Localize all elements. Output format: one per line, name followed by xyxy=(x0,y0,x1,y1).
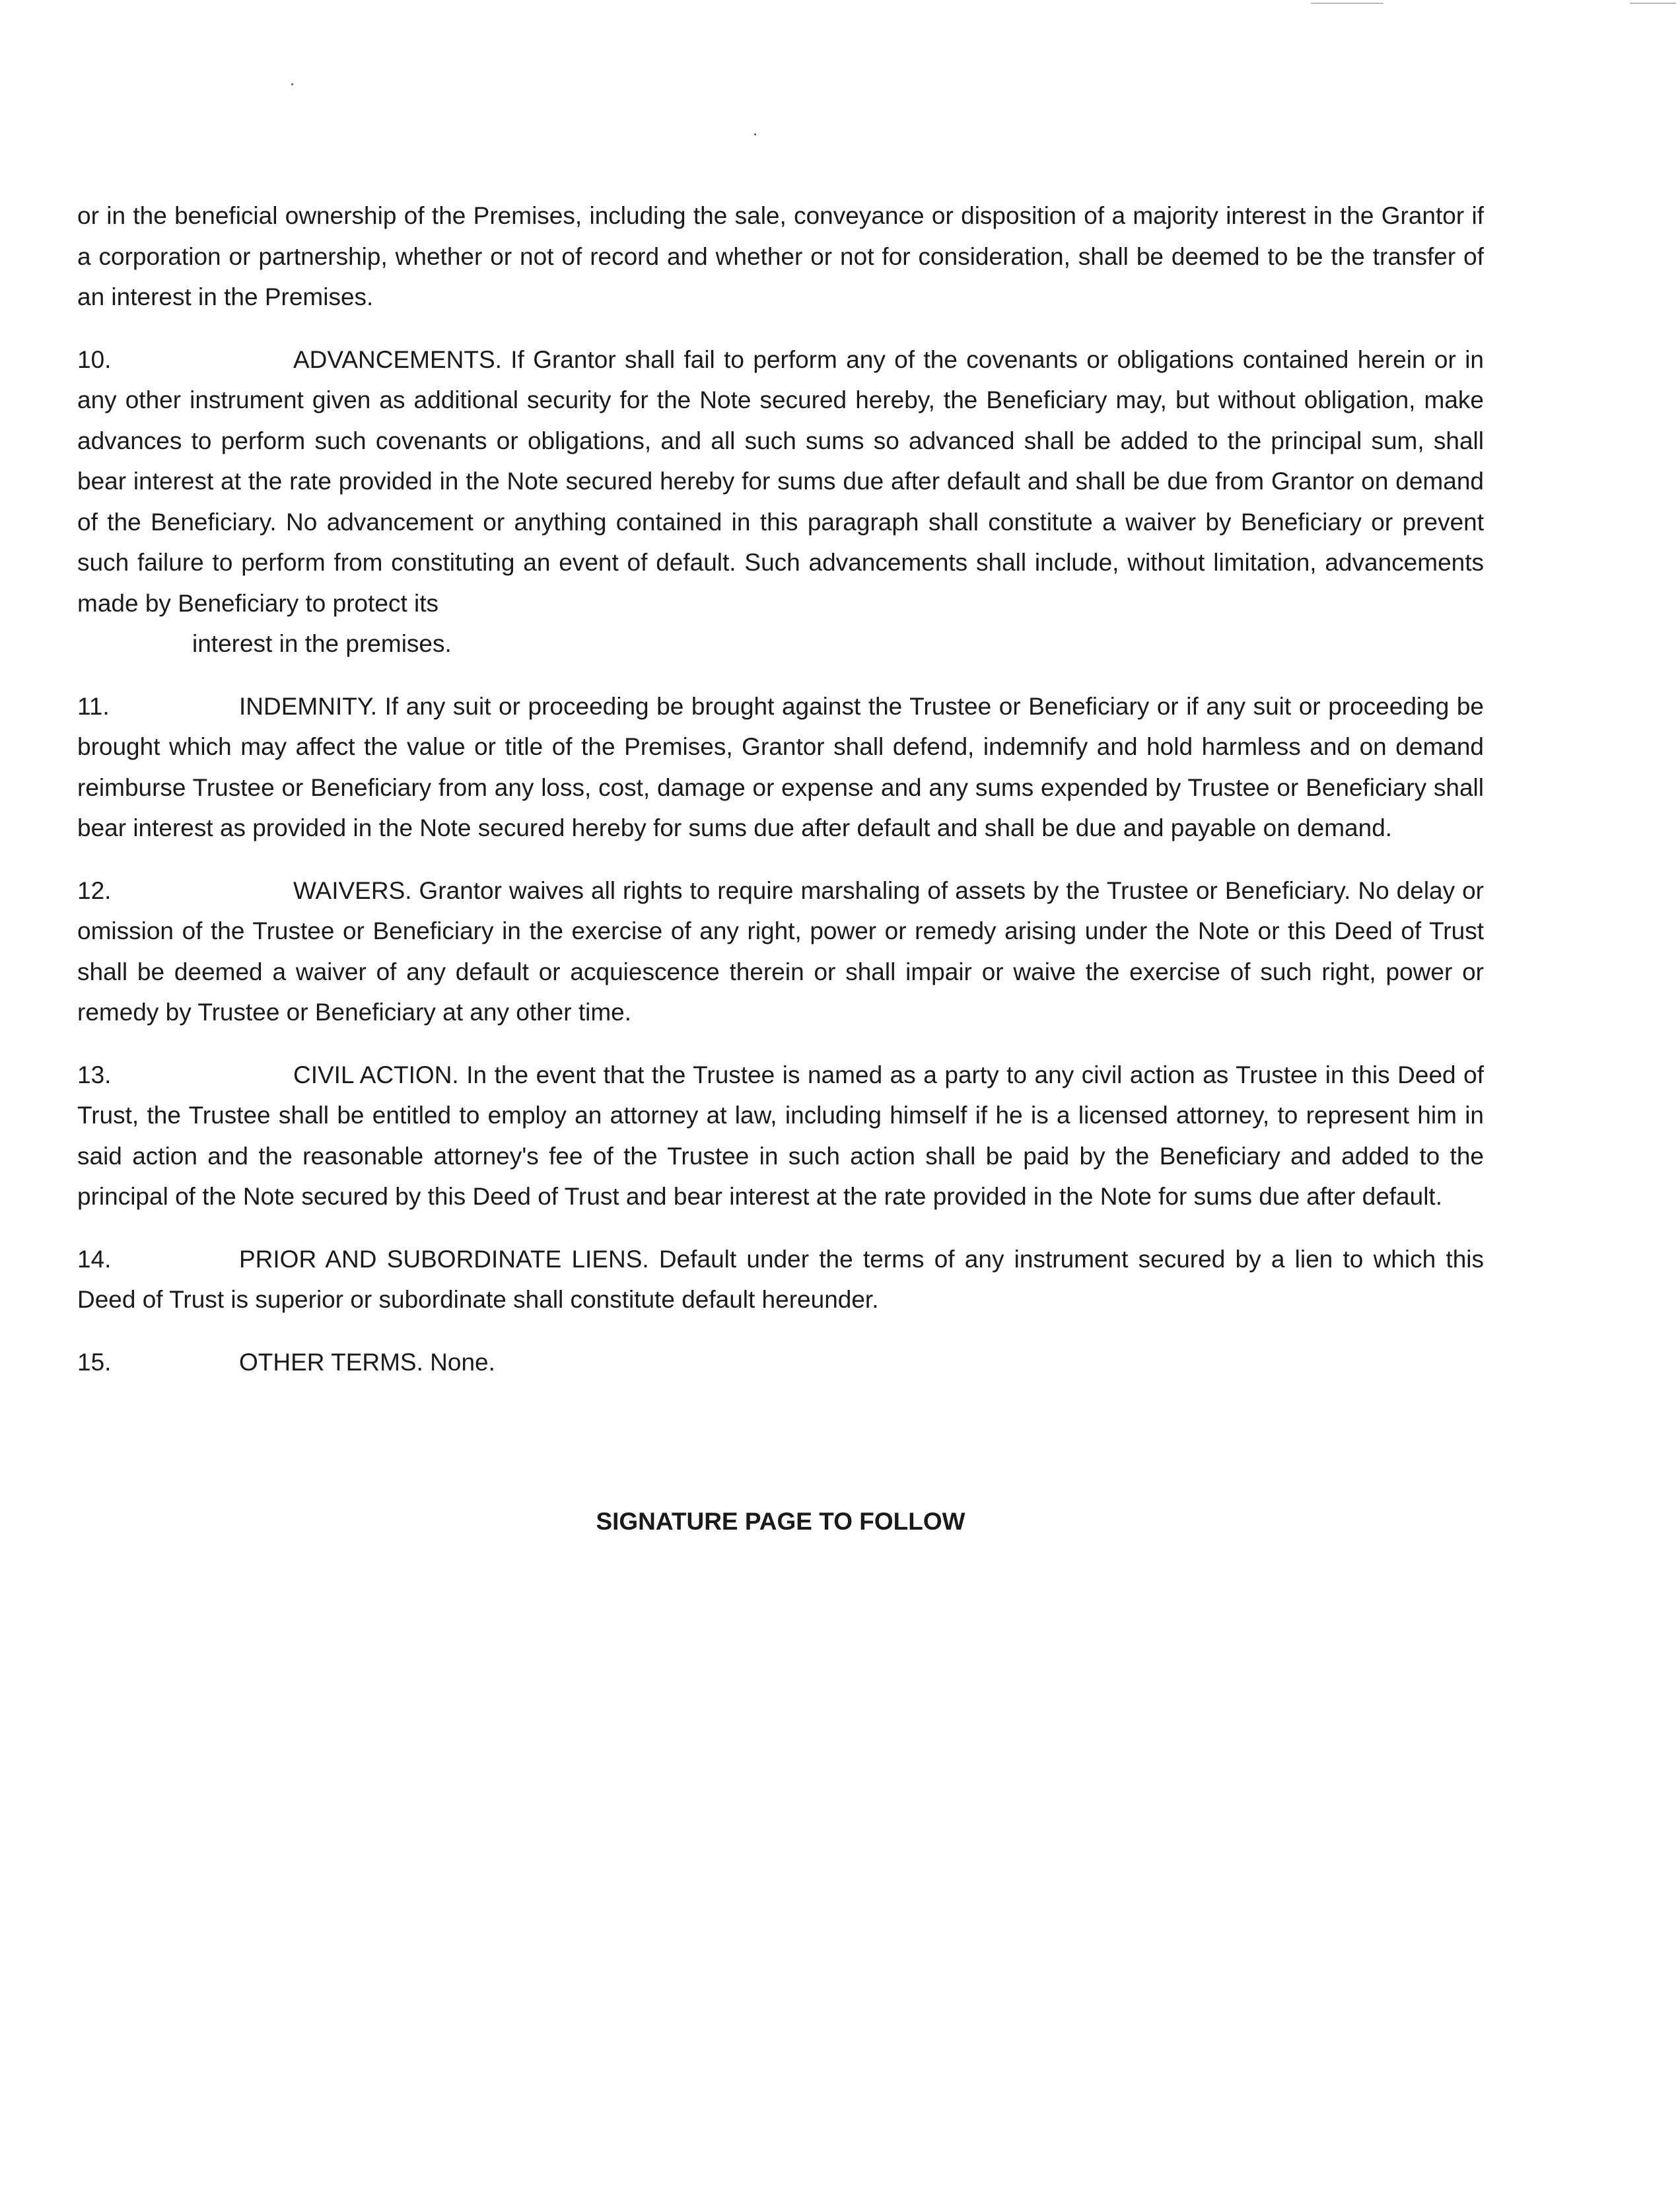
section-12-waivers xyxy=(77,870,1484,1033)
scan-speck xyxy=(754,133,756,135)
section-number: 15. xyxy=(77,1348,112,1376)
scan-edge-mark xyxy=(1311,3,1383,4)
section-15-other-terms xyxy=(77,1342,1484,1383)
section-text: ADVANCEMENTS. If Grantor shall fail to perform any of the covenants or obligations contained herein or in any other instrument given as additional security for the Note secured hereby, the Beneficiary may, but without obligation, make advances to perform such covenants or obligations, and all such sums so advanced shall be added to the principal sum, shall bear interest at the rate provided in the Note secured hereby for sums due after default and shall be due from Grantor on demand of the Beneficiary. No advancement or anything contained in this paragraph shall constitute a waiver by Beneficiary or prevent such failure to perform from constituting an event of default. Such advancements shall include, without limitation, advancements made by Beneficiary to protect its xyxy=(77,345,1484,617)
section-10-advancements xyxy=(77,339,1484,664)
section-number: 12. xyxy=(77,876,112,904)
section-text: WAIVERS. Grantor waives all rights to require marshaling of assets by the Trustee or Beneficiary. No delay or omission of the Trustee or Beneficiary in the exercise of any right, power or remedy arising under the Note or this Deed of Trust shall be deemed a waiver of any default or acquiescence therein or shall impair or waive the exercise of such right, power or remedy by Trustee or Beneficiary at any other time. xyxy=(77,876,1484,1026)
scan-speck xyxy=(291,83,293,85)
section-11-indemnity xyxy=(77,686,1484,849)
section-text: OTHER TERMS. None. xyxy=(239,1348,495,1376)
section-number: 10. xyxy=(77,345,112,373)
section-number: 14. xyxy=(77,1245,112,1273)
scan-edge-mark xyxy=(1630,3,1676,4)
section-number: 13. xyxy=(77,1061,112,1088)
document-page xyxy=(77,195,1484,1542)
signature-page-notice: SIGNATURE PAGE TO FOLLOW xyxy=(596,1508,965,1535)
section-continuation: interest in the premises. xyxy=(192,630,452,657)
section-text: PRIOR AND SUBORDINATE LIENS. Default under the terms of any instrument secured by a lien to which this Deed of Trust is superior or subordinate shall constitute default hereunder. xyxy=(77,1245,1484,1313)
section-text: INDEMNITY. If any suit or proceeding be brought against the Trustee or Beneficiary or if any suit or proceeding be brought which may affect the value or title of the Premises, Grantor shall defend, indemnify and hold harmless and on demand reimburse Trustee or Beneficiary from any loss, cost, damage or expense and any sums expended by Trustee or Beneficiary shall bear interest as provided in the Note secured hereby for sums due after default and shall be due and payable on demand. xyxy=(77,692,1484,841)
section-13-civil-action xyxy=(77,1055,1484,1217)
intro-text: or in the beneficial ownership of the Premises, including the sale, conveyance or disposition of a majority interest in the Grantor if a corporation or partnership, whether or not of record and whether or not for consideration, shall be deemed to be the transfer of an interest in the Premises. xyxy=(77,202,1484,310)
section-number: 11. xyxy=(77,692,110,720)
section-14-liens xyxy=(77,1239,1484,1320)
intro-paragraph xyxy=(77,195,1484,318)
section-text: CIVIL ACTION. In the event that the Trustee is named as a party to any civil action as Trustee in this Deed of Trust, the Trustee shall be entitled to employ an attorney at law, including himself if he is a licensed attorney, to represent him in said action and the reasonable attorney's fee of the Trustee in such action shall be paid by the Beneficiary and added to the principal of the Note secured by this Deed of Trust and bear interest at the rate provided in the Note for sums due after default. xyxy=(77,1061,1484,1210)
